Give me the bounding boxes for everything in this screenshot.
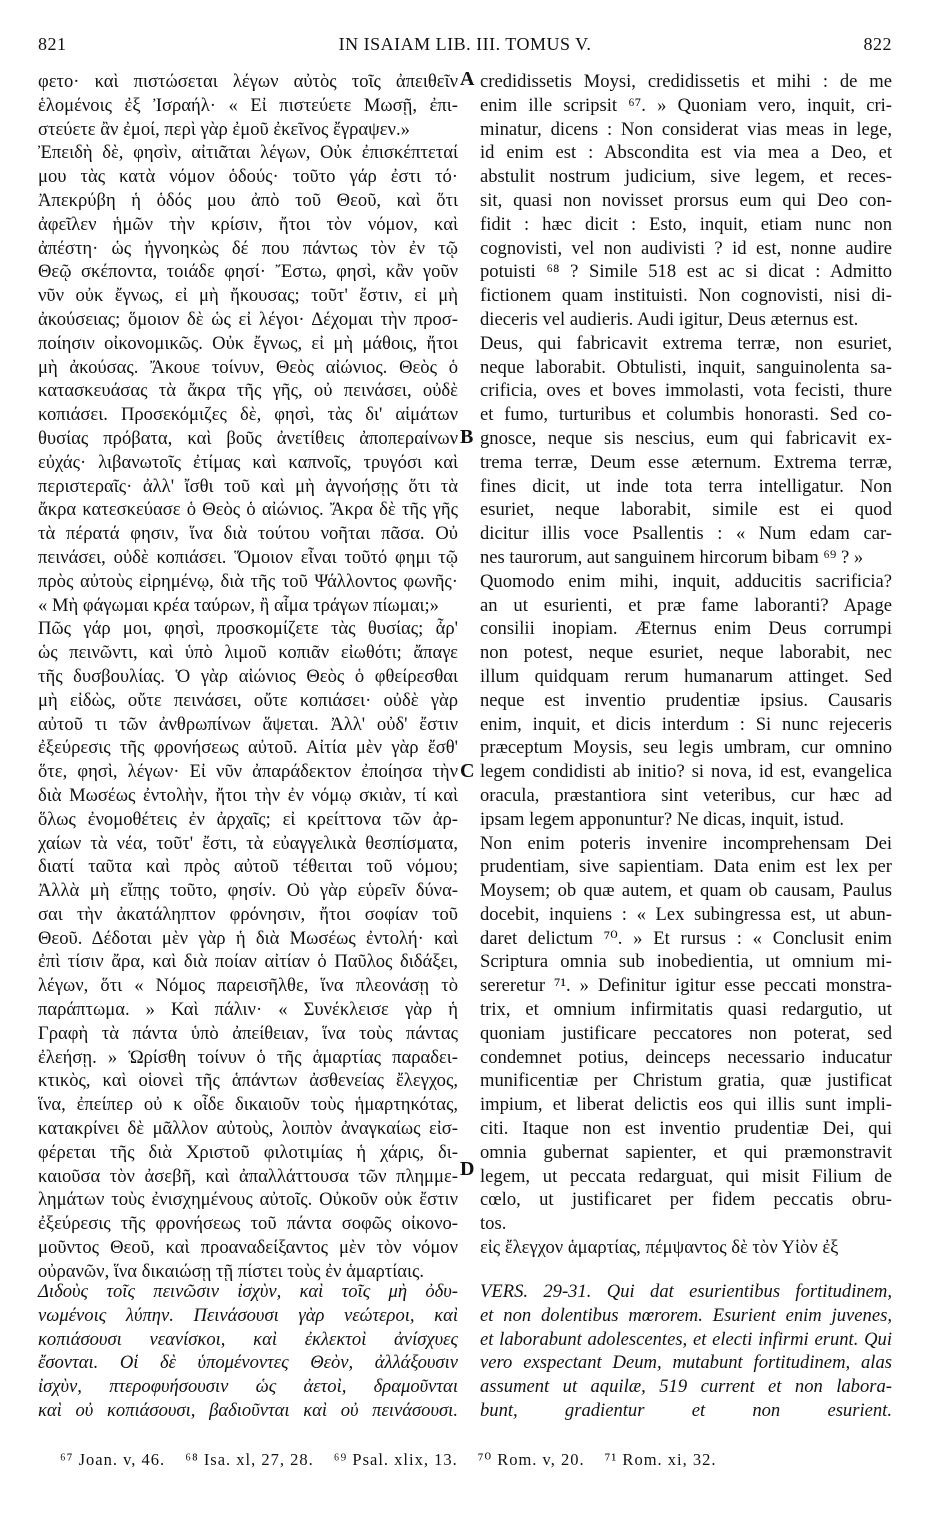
greek-text-line: Ἀπεκρύβη ἡ ὁδός μου ἀπὸ τοῦ Θεοῦ, καὶ ὅτι (38, 189, 458, 211)
latin-lemma-line: et laborabunt adolescentes, et electi infirmi erunt. Qui (480, 1328, 892, 1350)
greek-text-line: ἀκούσειας; ὅμοιον δὲ ὡς εἰ λέγοι· Δέχομαι τὴν προσ- (38, 308, 458, 330)
greek-text-line: ὅτε, φησὶ, λέγων· Εἰ νῦν ἀπαράδεκτον ἐποίησα τὴν (38, 761, 458, 783)
latin-text-line: εἰς ἔλεγχον ἁμαρτίας, πέμψαντος δὲ τὸν Υἱὸν ἐξ (480, 1237, 839, 1259)
greek-text-line: ἐξεύρεσις τῆς φρονήσεως αὐτοῦ. Αἰτία μὲν γὰρ ἔσθ' (38, 737, 458, 759)
section-marker-b: B (460, 426, 474, 448)
latin-text-line: potuisti ⁶⁸ ? Simile 518 est ac si dicat : Admitto (480, 261, 892, 283)
greek-text-line: τῆς δυσβουλίας. Ὁ γὰρ αἰώνιος Θεὸς ὁ φθείρεσθαι (38, 665, 458, 687)
greek-text-line: ὅλως ἐνομοθέτεις ἐν ἀρχαῖς; εἰ κρείττονα τῶν ἀρ- (38, 808, 458, 830)
latin-text-line: cœlo, ut justificaret per fidem peccatis obru- (480, 1189, 892, 1211)
greek-text-line: μὴ εἰδὼς, οὔτε πεινάσει, οὔτε κοπιάσει· οὐδὲ γὰρ (38, 689, 458, 711)
latin-text-line: cognovisti, vel non audivisti ? id est, nonne audire (480, 237, 892, 259)
latin-text-line: citi. Itaque non est inventio prudentiæ Dei, qui (480, 1118, 892, 1140)
latin-text-line: sit, quasi non novisset prorsus eum qui Deo con- (480, 189, 892, 211)
greek-text-line: ἐλεήσῃ. » Ὡρίσθη τοίνυν ὁ τῆς ἁμαρτίας παραδει- (38, 1046, 458, 1068)
footnote: ⁶⁸ Isa. xl, 27, 28. (185, 1450, 314, 1469)
greek-text-line: περιστεραῖς· ἀλλ' ἴσθι τοῦ καὶ μὴ ἀγνοήσῃς ὅτι τὰ (38, 475, 458, 497)
greek-text-line: « Μὴ φάγωμαι κρέα ταύρων, ἢ αἷμα τράγων πίωμαι;» (38, 594, 439, 616)
greek-text-line: πρὸς αὐτοὺς εἰρημένῳ, διὰ τῆς τοῦ Ψάλλοντος φωνῆς· (38, 570, 458, 592)
greek-text-line: μου τὰς κατὰ νόμον ὁδούς· τοῦτο γάρ ἐστι τό· (38, 166, 458, 188)
latin-text-line: trema terræ, Deum esse æternum. Extrema terræ, (480, 451, 892, 473)
section-marker-c: C (460, 760, 475, 782)
greek-text-line: λημάτων τοὺς ἐνισχημένους αὐτοῖς. Οὐκοῦν οὐκ ἔστιν (38, 1189, 458, 1211)
running-title: IN ISAIAM LIB. III. TOMUS V. (338, 34, 592, 54)
latin-text-line: trix, et omnium infirmitatis quasi redargutio, ut (480, 999, 892, 1021)
greek-text-line: παράπτωμα. » Καὶ πάλιν· « Συνέκλεισε γὰρ ἡ (38, 999, 458, 1021)
greek-text-line: μὴ ἀκούσας. Ἄκουε τοίνυν, Θεὸς αἰώνιος. Θεὸς ὁ (38, 356, 458, 378)
latin-text-line: Deus, qui fabricavit extrema terræ, non esuriet, (480, 332, 892, 354)
greek-text-line: διὰ Μωσέως ἐντολὴν, ἤτοι τὴν ἐν νόμῳ σκιὰν, τί καὶ (38, 784, 458, 806)
greek-text-line: ἄκρα κατεσκεύασε ὁ Θεὸς ὁ αἰώνιος. Ἄκρα δὲ τῆς γῆς (38, 499, 458, 521)
greek-text-line: ἀφεῖλεν ἡμῶν τὴν κρίσιν, ἤτοι τὸν νόμον, καὶ (38, 213, 458, 235)
latin-text-line: esuriet, neque laborabit, simile est ei quod (480, 499, 892, 521)
greek-text-line: φετο· καὶ πιστώσεται λέγων αὐτὸς τοῖς ἀπειθεῖν (38, 71, 458, 92)
latin-text-line: enim ille scripsit ⁶⁷. » Quoniam vero, inquit, cri- (480, 94, 892, 116)
latin-text-line: fictionem quam instituisti. Non cognovisti, nisi di- (480, 285, 892, 307)
latin-text-line: præceptum Moysis, seu legis umbram, cur omnino (480, 737, 892, 759)
latin-text-column (480, 70, 892, 1260)
latin-text-line: legem, ut peccata redarguat, qui misit Filium de (480, 1165, 892, 1187)
latin-text-line: Moysem; ob quæ autem, et quam ob causam, Paulus (480, 880, 892, 902)
latin-text-line: crificia, oves et boves immolasti, vota fecisti, thure (480, 380, 892, 402)
greek-text-column (38, 70, 458, 1284)
greek-text-line: κατασκευάσας τὰ ἄκρα τῆς γῆς, οὐ πεινάσει, οὐδὲ (38, 380, 458, 402)
page-number-right: 822 (863, 34, 892, 54)
latin-text-line: an ut esurienti, et præ fame laboranti? Apage (480, 594, 892, 616)
greek-text-line: Ἐπειδὴ δὲ, φησὶν, αἰτιᾶται λέγων, Οὐκ ἐπισκέπτεταί (38, 142, 458, 164)
latin-text-line: Quomodo enim mihi, inquit, adducitis sacrificia? (480, 570, 892, 592)
latin-text-line: fines dicit, ut inde tota terra intelligatur. Non (480, 475, 892, 497)
greek-text-line: ἐξεύρεσις τῆς φρονήσεως τοῦ πάντα σοφῶς οἰκονο- (38, 1213, 458, 1235)
footnotes (60, 1450, 892, 1470)
latin-text-line: ipsam legem apponuntur? Ne dicas, inquit, istud. (480, 808, 845, 830)
latin-text-line: id enim est : Abscondita est via mea a Deo, et (480, 142, 892, 164)
latin-text-line: prudentiam, sive sapientiam. Data enim est lex per (480, 856, 892, 878)
greek-text-line: νῦν οὐκ ἔγνως, εἰ μὴ ἤκουσας; τοῦτ' ἔστιν, εἰ μὴ (38, 285, 458, 307)
latin-text-line: docebit, inquiens : « Lex subingressa est, ut abun- (480, 903, 892, 925)
greek-text-line: χαίων τὰ νέα, τοῦτ' ἔστι, τὰ εὐαγγελικὰ θεσπίσματα, (38, 832, 458, 854)
latin-lemma-line: assument ut aquilæ, 519 current et non labora- (480, 1376, 892, 1398)
greek-text-line: κοπιάσει. Προσεκόμιζες δὲ, φησὶ, τὰς δι' αἱμάτων (38, 404, 458, 426)
latin-text-line: dieceris vel audieris. Audi igitur, Deus æternus est. (480, 308, 859, 330)
greek-text-line: σαι τὴν ἀκατάληπτον φρόνησιν, ἤτοι σοφίαν τοῦ (38, 903, 458, 925)
latin-text-line: Non enim poteris invenire incomprehensam Dei (480, 832, 892, 854)
greek-lemma-line: καὶ οὐ κοπιάσουσι, βαδιοῦνται καὶ οὐ πεινάσουσι. (38, 1399, 458, 1421)
greek-text-line: αὐτοῦ τι τῶν ἀνθρωπίνων ἅψεται. Ἀλλ' οὐδ' ἔστιν (38, 713, 458, 735)
greek-lemma-line: νωμένοις λύπην. Πεινάσουσι γὰρ νεώτεροι, καὶ (38, 1304, 458, 1326)
footnote: ⁶⁹ Psal. xlix, 13. (333, 1450, 458, 1469)
latin-text-line: illum quidquam rerum humanarum attinget. Sed (480, 665, 892, 687)
greek-text-line: διατί ταῦτα καὶ πρὸς αὐτοῦ τέθειται τοῦ νόμου; (38, 856, 458, 878)
greek-text-line: οὐρανῶν, ἵνα δικαιώσῃ τῇ πίστει τοὺς ἐν ἁμαρτίαις. (38, 1260, 425, 1282)
greek-lemma-line: ἔσονται. Οἱ δὲ ὑπομένοντες Θεὸν, ἀλλάξουσιν (38, 1352, 458, 1374)
section-marker-d: D (460, 1158, 475, 1180)
latin-text-line: condemnet potius, deinceps necessario inducatur (480, 1046, 892, 1068)
greek-text-line: φέρεται τῆς διὰ Χριστοῦ φιλοτιμίας ἡ χάρις, δι- (38, 1141, 458, 1163)
latin-lemma-line: et non dolentibus mœrorem. Esurient enim juvenes, (480, 1304, 892, 1326)
latin-lemma-line: VERS. 29-31. Qui dat esurientibus fortitudinem, (480, 1281, 892, 1302)
greek-text-line: καιοῦσα τὸν ἀσεβῆ, καὶ ἀπαλλάττουσα τῶν πλημμε- (38, 1165, 458, 1187)
greek-text-line: κατακρίνει δὲ μᾶλλον αὐτοὺς, λοιπὸν ἀναγκαίως εἰσ- (38, 1118, 458, 1140)
greek-text-line: στεύετε ἂν ἐμοί, περὶ γὰρ ἐμοῦ ἐκεῖνος ἔγραψεν.» (38, 118, 410, 140)
latin-text-line: quoniam justificare peccatores non poterat, sed (480, 1022, 892, 1044)
latin-text-line: consilii inopiam. Æternus enim Deus corrumpi (480, 618, 892, 640)
greek-text-line: ἐπὶ τίσιν ἄρα, καὶ διὰ ποίαν αἰτίαν ὁ Παῦλος διδάξει, (38, 951, 458, 973)
latin-text-line: Scriptura omnia sub inobedientia, ut omnium mi- (480, 951, 892, 973)
greek-lemma (38, 1280, 458, 1423)
latin-lemma (480, 1280, 892, 1423)
greek-text-line: μοῦντος Θεοῦ, καὶ προαναδείξαντος μὲν τὸν νόμον (38, 1237, 458, 1259)
latin-text-line: fidit : hæc dicit : Esto, inquit, etiam nunc non (480, 213, 892, 235)
greek-text-line: ἵνα, ἐπείπερ οὐ κ οἶδε δικαιοῦν τοὺς ἡμαρτηκότας, (38, 1094, 458, 1116)
latin-text-line: abstulit nostrum judicium, sive legem, et reces- (480, 166, 892, 188)
greek-text-line: πεινάσει, οὐδὲ κοπιάσει. Ὅμοιον εἶναι τοῦτό φημι τῷ (38, 546, 458, 568)
latin-text-line: munificentiæ per Christum gratia, quæ justificat (480, 1070, 892, 1092)
greek-text-line: Θεοῦ. Δέδοται μὲν γὰρ ἡ διὰ Μωσέως ἐντολή· καὶ (38, 927, 458, 949)
greek-text-line: ἑλομένοις ἐξ Ἰσραήλ· « Εἰ πιστεύετε Μωσῇ, ἐπι- (38, 94, 458, 116)
latin-text-line: impium, et liberat delictis eos qui illis sunt impli- (480, 1094, 892, 1116)
latin-text-line: daret delictum ⁷⁰. » Et rursus : « Conclusit enim (480, 927, 892, 949)
greek-lemma-line: κοπιάσουσι νεανίσκοι, καὶ ἐκλεκτοὶ ἀνίσχυες (38, 1328, 458, 1350)
latin-text-line: enim, inquit, et dicis interdum : Si nunc rejeceris (480, 713, 892, 735)
greek-text-line: κτικὸς, καὶ οἱονεὶ τῆς ἁπάντων ἀσθενείας ἔλεγχος, (38, 1070, 458, 1092)
greek-text-line: τὰ πέρατά φησιν, ἵνα διὰ τούτου νοῆται πᾶσα. Οὐ (38, 523, 458, 545)
greek-text-line: ἀπέστη· ὡς ἠγνοηκὼς δέ που πάντως τὸν ἐν τῷ (38, 237, 458, 259)
latin-text-line: nes taurorum, aut sanguinem hircorum bibam ⁶⁹ ? » (480, 546, 864, 568)
greek-text-line: ποίησιν οἰκονομικῶς. Οὐκ ἔγνως, εἰ μὴ μάθοις, ἤτοι (38, 332, 458, 354)
page-header (38, 34, 892, 62)
page-number-left: 821 (38, 34, 67, 54)
latin-text-line: oracula, præstantiora sint veteribus, cur hæc ad (480, 784, 892, 806)
section-marker-a: A (460, 68, 475, 90)
latin-text-line: credidissetis Moysi, credidissetis et mihi : de me (480, 71, 892, 92)
greek-text-line: θυσίας πρόβατα, καὶ βοῦς ἀνετίθεις ἀποπεραίνων (38, 427, 458, 449)
latin-text-line: et fumo, turturibus et columbis honorasti. Sed co- (480, 404, 892, 426)
latin-text-line: sereretur ⁷¹. » Definitur igitur esse peccati monstra- (480, 975, 892, 997)
greek-text-line: Θεῷ σκέποντα, τοιάδε φησί· Ἔστω, φησὶ, κἂν γοῦν (38, 261, 458, 283)
latin-text-line: tos. (480, 1213, 507, 1235)
latin-lemma-line: vero exspectant Deum, mutabunt fortitudinem, alas (480, 1352, 892, 1374)
latin-text-line: minatur, dicens : Non considerat vias meas in lege, (480, 118, 892, 140)
footnote: ⁷¹ Rom. xi, 32. (604, 1450, 717, 1469)
latin-text-line: omnia gubernat sapienter, et qui præmonstravit (480, 1141, 892, 1163)
latin-text-line: legem condidisti ab initio? si nova, id est, evangelica (480, 761, 892, 783)
greek-lemma-line: Διδοὺς τοῖς πεινῶσιν ἰσχὺν, καὶ τοῖς μὴ ὀδυ- (38, 1281, 458, 1302)
latin-text-line: dicitur illis voce Psallentis : « Num edam car- (480, 523, 892, 545)
latin-lemma-line: bunt, gradientur et non esurient. (480, 1399, 892, 1421)
latin-text-line: neque est inventio prudentiæ ipsius. Causaris (480, 689, 892, 711)
greek-text-line: λέγων, ὅτι « Νόμος παρεισῆλθε, ἵνα πλεονάσῃ τὸ (38, 975, 458, 997)
greek-text-line: Γραφὴ τὰ πάντα ὑπὸ ἀπείθειαν, ἵνα τοὺς πάντας (38, 1022, 458, 1044)
greek-text-line: εὐχάς· λιβανωτοῖς ἐτίμας καὶ καπνοῖς, τρυγόσι καὶ (38, 451, 458, 473)
latin-text-line: gnosce, neque sis nescius, eum qui fabricavit ex- (480, 427, 892, 449)
greek-text-line: Ἀλλὰ μὴ εἴπῃς τοῦτο, φησίν. Οὐ γὰρ εὑρεῖν δύνα- (38, 880, 458, 902)
greek-lemma-line: ἰσχὺν, πτεροφυήσουσιν ὡς ἀετοὶ, δραμοῦνται (38, 1376, 458, 1398)
footnote: ⁶⁷ Joan. v, 46. (60, 1450, 166, 1469)
greek-text-line: ὡς πεινῶντι, καὶ ὑπὸ λιμοῦ κοπιᾶν εἰωθότι; ἄπαγε (38, 642, 458, 664)
greek-text-line: Πῶς γάρ μοι, φησὶ, προσκομίζετε τὰς θυσίας; ἆρ' (38, 618, 458, 640)
footnote: ⁷⁰ Rom. v, 20. (477, 1450, 585, 1469)
latin-text-line: neque laborabit. Obtulisti, inquit, sanguinolenta sa- (480, 356, 892, 378)
latin-text-line: non potest, neque esuriet, neque laborabit, nec (480, 642, 892, 664)
